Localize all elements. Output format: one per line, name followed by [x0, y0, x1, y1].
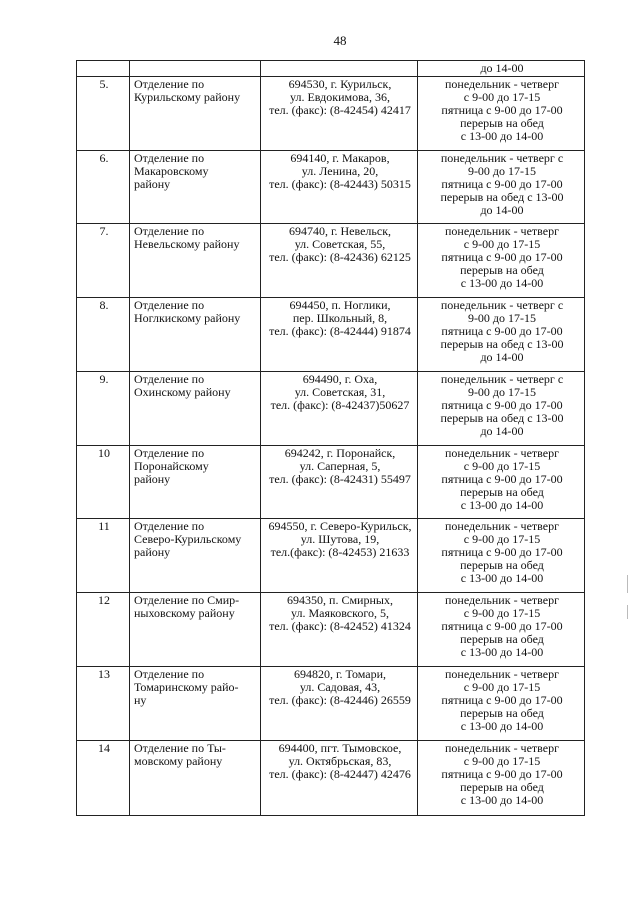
office-name-line: Отделение по [134, 519, 205, 533]
office-name-line: Ноглкиcкому району [134, 311, 241, 325]
office-name-cell [130, 741, 261, 816]
row-number: 9. [77, 372, 130, 446]
office-address-line: 694242, г. Поронайск, [284, 446, 396, 460]
office-name-line: Томаринскому райо- [134, 680, 239, 694]
office-name-line: Курильскому району [134, 90, 241, 104]
office-name-line: району [134, 545, 171, 559]
office-name-line: Отделение по [134, 77, 205, 91]
row-number: 8. [77, 298, 130, 372]
office-name-cell [130, 151, 261, 224]
office-hours-line: понедельник - четверг [444, 667, 560, 681]
office-hours-line: пятница с 9-00 до 17-00 [441, 545, 563, 559]
office-name-cell [130, 593, 261, 667]
office-row [77, 593, 585, 667]
office-name-line: Охинскому району [134, 385, 231, 399]
office-hours-cell [418, 446, 585, 519]
office-hours-line: понедельник - четверг с [440, 151, 564, 165]
office-address-line: ул. Маяковского, 5, [291, 606, 389, 620]
office-hours-line: с 9-00 до 17-15 [463, 237, 541, 251]
office-hours-line: понедельник - четверг с [440, 298, 564, 312]
office-name-line: ныховскому району [134, 606, 235, 620]
office-hours-line: понедельник - четверг [444, 741, 560, 755]
office-hours-cell [418, 741, 585, 816]
office-hours-line: понедельник - четверг [444, 77, 560, 91]
office-name-cell [130, 519, 261, 593]
office-address-line: ул. Евдокимова, 36, [290, 90, 390, 104]
office-name-line: мовскому району [134, 754, 223, 768]
office-name-line: Отделение по Смир- [134, 593, 240, 607]
office-row [77, 741, 585, 816]
office-name-line: Отделение по [134, 372, 205, 386]
office-address-line: 694820, г. Томари, [293, 667, 387, 681]
office-hours-line: перерыв на обед с 13-00 [440, 190, 564, 204]
office-hours-cell [418, 667, 585, 741]
office-hours-line: до 14-00 [480, 350, 524, 364]
office-hours-line: пятница с 9-00 до 17-00 [441, 619, 563, 633]
scan-mark-right-2 [627, 605, 628, 619]
office-hours-line: пятница с 9-00 до 17-00 [441, 472, 563, 486]
office-hours-line: с 9-00 до 17-15 [463, 680, 541, 694]
office-address-cell [261, 593, 418, 667]
office-address-line: тел. (факс): (8-42447) 42476 [269, 767, 411, 781]
continued-hours-text: до 14-00 [480, 61, 524, 75]
office-name-line: ну [134, 693, 147, 707]
office-hours-line: 9-00 до 17-15 [467, 164, 537, 178]
row-number: 10 [77, 446, 130, 519]
office-name-line: району [134, 472, 171, 486]
row-number: 11 [77, 519, 130, 593]
office-row [77, 372, 585, 446]
office-hours-line: пятница с 9-00 до 17-00 [441, 177, 563, 191]
office-hours-cell [418, 151, 585, 224]
office-address-line: ул. Ленина, 20, [301, 164, 379, 178]
office-address-cell [261, 519, 418, 593]
office-hours-cell [418, 519, 585, 593]
office-hours-line: пятница с 9-00 до 17-00 [441, 767, 563, 781]
continuation-name-cell [130, 61, 261, 77]
office-name-cell [130, 372, 261, 446]
office-hours-line: 9-00 до 17-15 [467, 385, 537, 399]
office-hours-line: с 13-00 до 14-00 [460, 793, 544, 807]
office-hours-line: пятница с 9-00 до 17-00 [441, 398, 563, 412]
office-name-line: Отделение по Ты- [134, 741, 226, 755]
office-address-cell [261, 224, 418, 298]
office-name-line: Невельскому району [134, 237, 240, 251]
office-name-line: Отделение по [134, 224, 205, 238]
office-name-cell [130, 77, 261, 151]
office-hours-line: до 14-00 [480, 203, 524, 217]
office-hours-line: перерыв на обед [460, 558, 544, 572]
row-number: 12 [77, 593, 130, 667]
office-hours-line: перерыв на обед [460, 485, 544, 499]
office-hours-cell [418, 77, 585, 151]
office-hours-cell [418, 372, 585, 446]
office-name-cell [130, 667, 261, 741]
office-hours-line: перерыв на обед [460, 780, 544, 794]
office-hours-line: с 13-00 до 14-00 [460, 129, 544, 143]
office-hours-line: с 9-00 до 17-15 [463, 90, 541, 104]
office-hours-line: до 14-00 [480, 424, 524, 438]
office-address-line: тел. (факс): (8-42452) 41324 [269, 619, 411, 633]
office-hours-line: 9-00 до 17-15 [467, 311, 537, 325]
office-hours-line: с 9-00 до 17-15 [463, 532, 541, 546]
row-number: 6. [77, 151, 130, 224]
office-row [77, 446, 585, 519]
office-hours-line: понедельник - четверг [444, 224, 560, 238]
office-address-line: 694490, г. Оха, [302, 372, 378, 386]
continuation-hours-cell [418, 61, 585, 77]
office-hours-cell [418, 298, 585, 372]
office-address-line: 694530, г. Курильск, [288, 77, 392, 91]
office-address-cell [261, 372, 418, 446]
office-row [77, 151, 585, 224]
office-hours-line: перерыв на обед с 13-00 [440, 337, 564, 351]
office-row [77, 224, 585, 298]
office-address-line: ул. Советская, 31, [294, 385, 386, 399]
row-number: 5. [77, 77, 130, 151]
office-hours-line: с 13-00 до 14-00 [460, 498, 544, 512]
office-address-line: 694140, г. Макаров, [290, 151, 390, 165]
office-address-line: 694450, п. Ноглики, [289, 298, 391, 312]
row-number: 7. [77, 224, 130, 298]
office-hours-line: перерыв на обед [460, 632, 544, 646]
office-name-line: Макаровскому [134, 164, 209, 178]
row-number: 13 [77, 667, 130, 741]
office-address-line: тел. (факс): (8-42444) 91874 [269, 324, 411, 338]
offices-table-body [77, 61, 585, 816]
office-address-line: ул. Садовая, 43, [299, 680, 381, 694]
office-address-line: тел. (факс): (8-42436) 62125 [269, 250, 411, 264]
office-address-line: тел. (факс): (8-42431) 55497 [269, 472, 411, 486]
office-hours-line: пятница с 9-00 до 17-00 [441, 324, 563, 338]
office-address-line: ул. Саперная, 5, [299, 459, 381, 473]
office-row [77, 519, 585, 593]
office-name-line: Отделение по [134, 446, 205, 460]
office-address-line: 694550, г. Северо-Курильск, [268, 519, 412, 533]
office-name-cell [130, 224, 261, 298]
office-hours-line: с 13-00 до 14-00 [460, 719, 544, 733]
office-name-line: Отделение по [134, 667, 205, 681]
office-hours-cell [418, 593, 585, 667]
office-hours-line: с 13-00 до 14-00 [460, 571, 544, 585]
office-hours-line: пятница с 9-00 до 17-00 [441, 693, 563, 707]
office-name-line: Отделение по [134, 151, 205, 165]
continuation-address-cell [261, 61, 418, 77]
office-hours-line: перерыв на обед [460, 706, 544, 720]
scan-mark-right [627, 575, 628, 593]
office-hours-line: понедельник - четверг [444, 446, 560, 460]
office-address-cell [261, 446, 418, 519]
office-address-cell [261, 667, 418, 741]
office-hours-line: с 13-00 до 14-00 [460, 645, 544, 659]
office-address-line: ул. Советская, 55, [294, 237, 386, 251]
office-hours-line: с 13-00 до 14-00 [460, 276, 544, 290]
office-hours-line: понедельник - четверг [444, 519, 560, 533]
office-hours-line: понедельник - четверг [444, 593, 560, 607]
office-hours-line: понедельник - четверг с [440, 372, 564, 386]
office-name-cell [130, 446, 261, 519]
office-hours-line: с 9-00 до 17-15 [463, 606, 541, 620]
office-address-line: тел. (факс): (8-42443) 50315 [269, 177, 411, 191]
offices-table [76, 60, 585, 816]
office-address-line: ул. Октябрьская, 83, [288, 754, 392, 768]
office-hours-line: перерыв на обед [460, 116, 544, 130]
office-address-line: 694740, г. Невельск, [288, 224, 392, 238]
office-address-line: тел. (факс): (8-42437)50627 [270, 398, 410, 412]
page-number: 48 [333, 33, 347, 48]
office-hours-line: перерыв на обед [460, 263, 544, 277]
office-hours-line: с 9-00 до 17-15 [463, 459, 541, 473]
office-hours-line: перерыв на обед с 13-00 [440, 411, 564, 425]
continuation-row [77, 61, 585, 77]
office-address-line: 694350, п. Смирных, [287, 593, 393, 607]
row-number: 14 [77, 741, 130, 816]
office-row [77, 667, 585, 741]
office-address-cell [261, 151, 418, 224]
office-name-line: Северо-Курильскому [134, 532, 242, 546]
office-address-cell [261, 298, 418, 372]
office-row [77, 77, 585, 151]
office-address-line: тел.(факс): (8-42453) 21633 [270, 545, 410, 559]
office-address-cell [261, 741, 418, 816]
office-hours-line: пятница с 9-00 до 17-00 [441, 103, 563, 117]
office-address-line: ул. Шутова, 19, [300, 532, 380, 546]
office-address-line: тел. (факс): (8-42446) 26559 [269, 693, 411, 707]
office-address-line: тел. (факс): (8-42454) 42417 [269, 103, 411, 117]
continuation-num-cell [77, 61, 130, 77]
office-name-line: району [134, 177, 171, 191]
office-hours-line: с 9-00 до 17-15 [463, 754, 541, 768]
office-hours-line: пятница с 9-00 до 17-00 [441, 250, 563, 264]
office-address-cell [261, 77, 418, 151]
office-name-line: Поронайскому [134, 459, 209, 473]
office-row [77, 298, 585, 372]
office-address-line: пер. Школьный, 8, [292, 311, 388, 325]
office-address-line: 694400, пгт. Тымовское, [278, 741, 402, 755]
office-name-line: Отделение по [134, 298, 205, 312]
office-hours-cell [418, 224, 585, 298]
office-name-cell [130, 298, 261, 372]
